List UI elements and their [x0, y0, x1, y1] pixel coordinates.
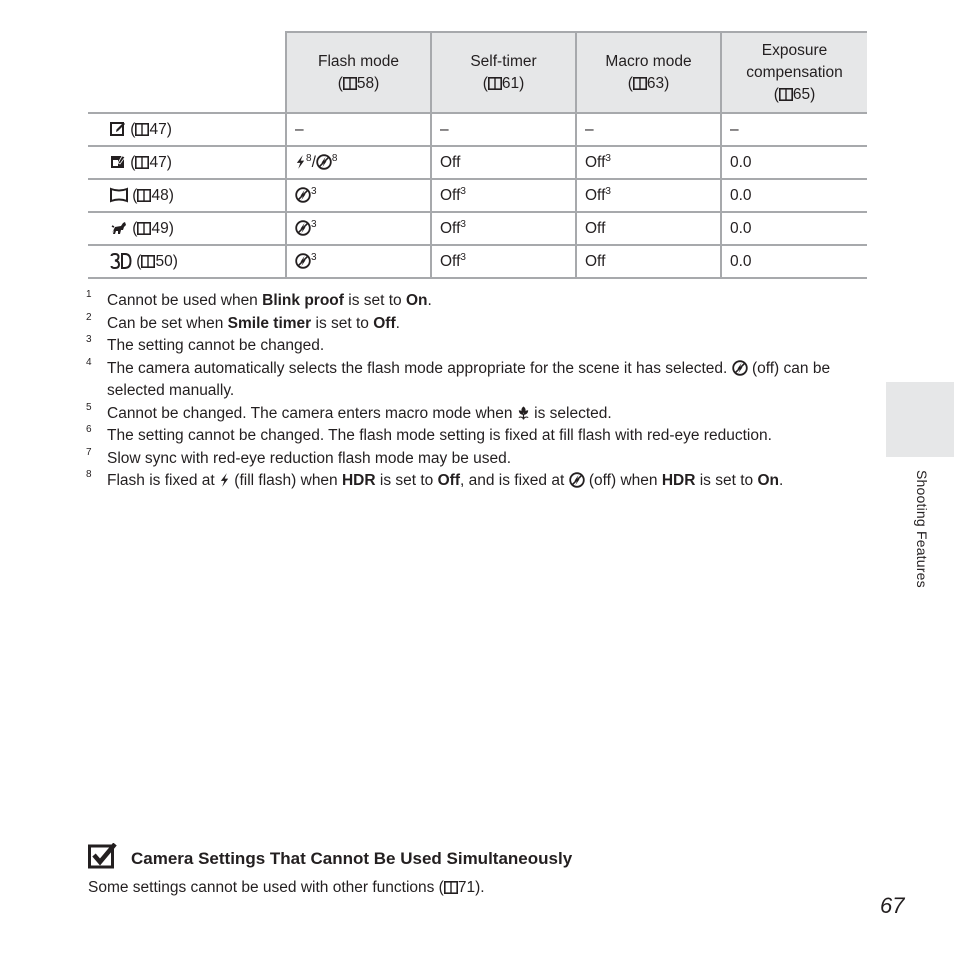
footnote-bold: HDR — [661, 472, 696, 489]
header-label: Macro mode — [605, 52, 692, 70]
footnote-ref: 3 — [311, 218, 317, 230]
footnote-text: is selected. — [529, 404, 612, 422]
note-title: Camera Settings That Cannot Be Used Simultaneously — [131, 849, 573, 868]
footnote-text: , and is fixed at — [460, 472, 569, 489]
footnote — [86, 358, 876, 403]
footnote-text: (fill flash) when — [230, 472, 342, 489]
reference-book-icon — [141, 255, 155, 268]
footnote-bold: On — [405, 292, 428, 309]
footnote-ref: 3 — [460, 185, 466, 197]
note-page-ref: 71 — [457, 879, 476, 896]
footnote — [86, 335, 876, 358]
reference-book-icon — [444, 881, 458, 894]
footnote — [86, 313, 876, 336]
footnote-ref: 3 — [460, 218, 466, 230]
macro-cell — [576, 245, 721, 278]
macro-cell — [576, 113, 721, 146]
reference-book-icon — [137, 222, 151, 235]
footnote-number: 7 — [86, 446, 92, 458]
reference-book-icon — [135, 156, 149, 169]
footnote-text: is set to — [343, 292, 406, 309]
header-label: Exposure — [761, 41, 828, 59]
footnote-ref: 8 — [306, 152, 312, 164]
header-label-line2: compensation — [746, 63, 843, 81]
cell-value: Off — [440, 252, 461, 270]
footnote-text: is set to — [695, 472, 758, 489]
reference-book-icon — [135, 123, 149, 136]
table-row — [88, 113, 867, 146]
cell-value: 0.0 — [730, 153, 752, 171]
scene-settings-table — [88, 31, 867, 279]
self-timer-cell — [431, 179, 576, 212]
header-macro-mode: Macro mode ( 63) — [576, 32, 721, 113]
flash-icon — [219, 472, 230, 488]
footnote-text: The setting cannot be changed. The flash mode setting is fixed at fill flash with red-eye reduction. — [107, 427, 772, 444]
scene-cell: ( 48) — [88, 179, 286, 212]
checkmark-note-icon — [88, 843, 118, 869]
footnote-ref: 3 — [311, 185, 317, 197]
note-body-text: ). — [475, 879, 485, 896]
pet-portrait-icon — [110, 220, 128, 236]
flash-cell — [286, 245, 431, 278]
scene-page-ref: 48 — [151, 186, 169, 204]
footnote-text: Cannot be changed. The camera enters macro mode when — [107, 404, 517, 422]
header-label: Flash mode — [318, 52, 399, 70]
footnote-text: is set to — [375, 472, 438, 489]
flash-cell — [286, 212, 431, 245]
scene-page-ref: 50 — [155, 252, 173, 270]
note-body-text: Some settings cannot be used with other functions ( — [88, 879, 444, 896]
footnote — [86, 470, 876, 493]
scene-cell: ( 50) — [88, 245, 286, 278]
cell-value: – — [440, 120, 449, 138]
photo-illustration-icon — [110, 154, 126, 170]
footnote-bold: Off — [373, 314, 396, 332]
footnote-number: 5 — [86, 401, 92, 413]
section-side-label: Shooting Features — [914, 470, 930, 588]
footnote-text: . — [778, 472, 784, 489]
footnote-text: . — [427, 292, 432, 309]
table-corner-cell — [88, 32, 286, 113]
flash-off-icon — [295, 187, 311, 203]
cell-value: Off — [585, 252, 606, 270]
self-timer-cell — [431, 245, 576, 278]
footnote-number: 4 — [86, 356, 92, 368]
cell-value: Off — [585, 153, 606, 171]
cell-value: 0.0 — [730, 219, 752, 237]
footnote-number: 6 — [86, 424, 92, 435]
footnote-text: . — [395, 314, 400, 332]
footnote-bold: Off — [437, 472, 460, 489]
scene-page-ref: 47 — [149, 120, 167, 138]
flash-off-icon — [732, 360, 748, 376]
footnote-number: 3 — [86, 334, 92, 345]
macro-flower-icon — [517, 405, 530, 421]
cell-value: Off — [440, 153, 461, 171]
cell-value: Off — [440, 219, 461, 237]
header-self-timer: Self-timer ( 61) — [431, 32, 576, 113]
footnote-number: 1 — [86, 289, 92, 300]
flash-off-icon — [295, 220, 311, 236]
footnote-text: Can be set when — [107, 314, 228, 332]
self-timer-cell — [431, 113, 576, 146]
header-flash-mode: Flash mode ( 58) — [286, 32, 431, 113]
reference-book-icon — [137, 189, 151, 202]
cell-value: Off — [440, 186, 461, 204]
table-row — [88, 212, 867, 245]
header-page-ref: 58 — [356, 74, 375, 92]
macro-cell — [576, 146, 721, 179]
cell-value: 0.0 — [730, 252, 752, 270]
footnote-text: Flash is fixed at — [107, 472, 219, 489]
cell-value: 0.0 — [730, 186, 752, 204]
cell-value: Off — [585, 186, 606, 204]
reference-book-icon — [633, 77, 647, 90]
table-row — [88, 179, 867, 212]
header-exposure-compensation: Exposure compensation ( 65) — [721, 32, 867, 113]
footnote-ref: 3 — [311, 251, 317, 263]
footnotes — [86, 290, 876, 493]
footnote-ref: 8 — [331, 152, 338, 164]
footnote — [86, 290, 876, 313]
self-timer-cell — [431, 212, 576, 245]
flash-cell — [286, 179, 431, 212]
footnote-bold: Smile timer — [227, 314, 312, 332]
flash-cell: $^8$/ $^8$ — [286, 146, 431, 179]
footnote-text: The setting cannot be changed. — [107, 337, 325, 354]
scene-cell: ( 47) — [88, 113, 286, 146]
scene-page-ref: 49 — [151, 219, 169, 237]
footnote-number: 8 — [86, 469, 92, 480]
reference-book-icon — [488, 77, 502, 90]
panorama-icon — [110, 187, 128, 203]
footnote-text: (off) can be selected manually. — [107, 359, 831, 399]
3d-photography-icon — [110, 253, 132, 269]
flash-icon — [295, 154, 306, 170]
scene-page-ref: 47 — [149, 153, 167, 171]
cell-value: Off — [585, 219, 606, 237]
section-side-tab — [886, 382, 954, 457]
header-page-ref: 63 — [646, 74, 665, 92]
footnote — [86, 403, 876, 426]
reference-book-icon — [343, 77, 357, 90]
macro-cell — [576, 212, 721, 245]
flash-off-icon — [569, 472, 585, 488]
footnote-ref: 3 — [605, 185, 611, 197]
footnote-text: (off) when — [584, 472, 662, 489]
self-timer-cell — [431, 146, 576, 179]
footnote-bold: On — [757, 472, 779, 489]
table-row — [88, 146, 867, 179]
flash-off-icon — [295, 253, 311, 269]
footnote-text: Cannot be used when — [107, 292, 263, 309]
exposure-cell — [721, 146, 867, 179]
table-header-row — [88, 32, 867, 113]
exposure-cell — [721, 212, 867, 245]
footnote-bold: HDR — [341, 472, 376, 489]
pencil-draw-icon — [110, 121, 126, 137]
header-page-ref: 61 — [501, 74, 520, 92]
flash-cell — [286, 113, 431, 146]
header-label: Self-timer — [470, 52, 537, 70]
footnote-bold: Blink proof — [262, 292, 344, 309]
footnote-text: Slow sync with red-eye reduction flash mode may be used. — [107, 449, 512, 467]
footnote-ref: 3 — [460, 251, 466, 263]
exposure-cell — [721, 113, 867, 146]
cell-value: – — [730, 120, 739, 138]
footnote — [86, 425, 876, 448]
footnote-ref: 3 — [605, 152, 611, 164]
note-body — [88, 879, 485, 897]
footnote-number: 2 — [86, 311, 92, 323]
scene-cell: ( 47) — [88, 146, 286, 179]
exposure-cell — [721, 245, 867, 278]
exposure-cell — [721, 179, 867, 212]
header-page-ref: 65 — [792, 85, 811, 103]
flash-off-icon — [316, 154, 332, 170]
reference-book-icon — [779, 88, 793, 101]
scene-cell: ( 49) — [88, 212, 286, 245]
table-row — [88, 245, 867, 278]
footnote-text: The camera automatically selects the flash mode appropriate for the scene it has selected. — [107, 359, 732, 377]
page-number: 67 — [880, 893, 905, 918]
footnote-text: is set to — [311, 314, 374, 332]
cell-value: – — [585, 120, 594, 138]
cell-value: – — [295, 120, 304, 138]
footnote — [86, 448, 876, 471]
macro-cell — [576, 179, 721, 212]
